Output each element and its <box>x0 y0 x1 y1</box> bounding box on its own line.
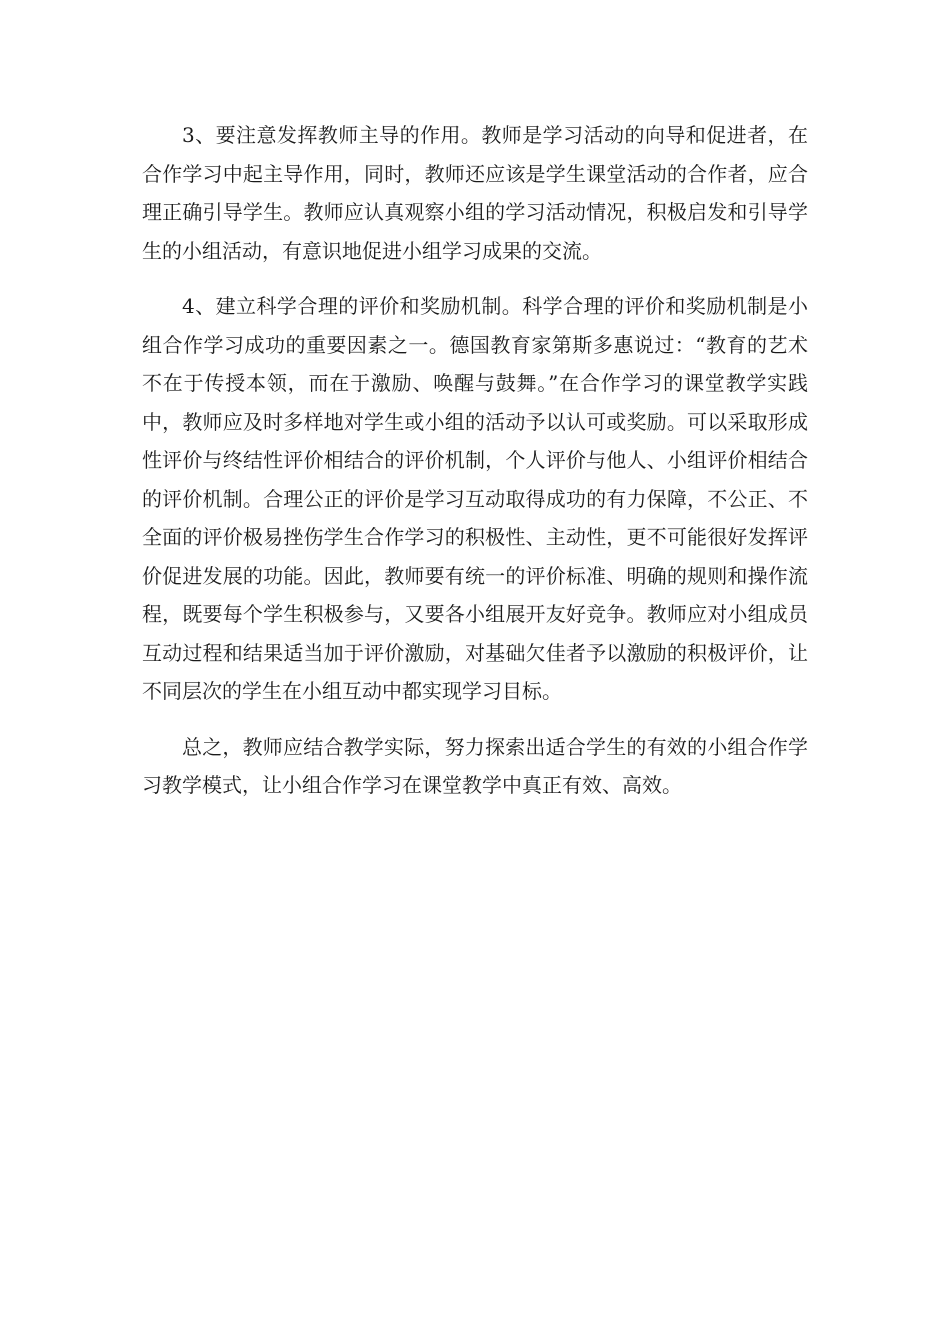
paragraph-conclusion: 总之，教师应结合教学实际，努力探索出适合学生的有效的小组合作学习教学模式，让小组合作学习在课堂教学中真正有效、高效。 <box>142 734 808 797</box>
paragraph-teacher-guidance: 3、要注意发挥教师主导的作用。教师是学习活动的向导和促进者，在合作学习中起主导作用，同时，教师还应该是学生课堂活动的合作者，应合理正确引导学生。教师应认真观察小组的学习活动情况，积极启发和引导学生的小组活动，有意识地促进小组学习成果的交流。 <box>142 123 808 263</box>
paragraph-evaluation-mechanism: 4、建立科学合理的评价和奖励机制。科学合理的评价和奖励机制是小组合作学习成功的重要因素之一。德国教育家第斯多惠说过：“教育的艺术不在于传授本领，而在于激励、唤醒与鼓舞。”在合作学习的课堂教学实践中，教师应及时多样地对学生或小组的活动予以认可或奖励。可以采取形成性评价与终结性评价相结合的评价机制，个人评价与他人、小组评价相结合的评价机制。合理公正的评价是学习互动取得成功的有力保障，不公正、不全面的评价极易挫伤学生合作学习的积极性、主动性，更不可能很好发挥评价促进发展的功能。因此，教师要有统一的评价标准、明确的规则和操作流程，既要每个学生积极参与，又要各小组展开友好竞争。教师应对小组成员互动过程和结果适当加于评价激励，对基础欠佳者予以激励的积极评价，让不同层次的学生在小组互动中都实现学习目标。 <box>142 294 808 703</box>
document-body <box>142 116 808 822</box>
